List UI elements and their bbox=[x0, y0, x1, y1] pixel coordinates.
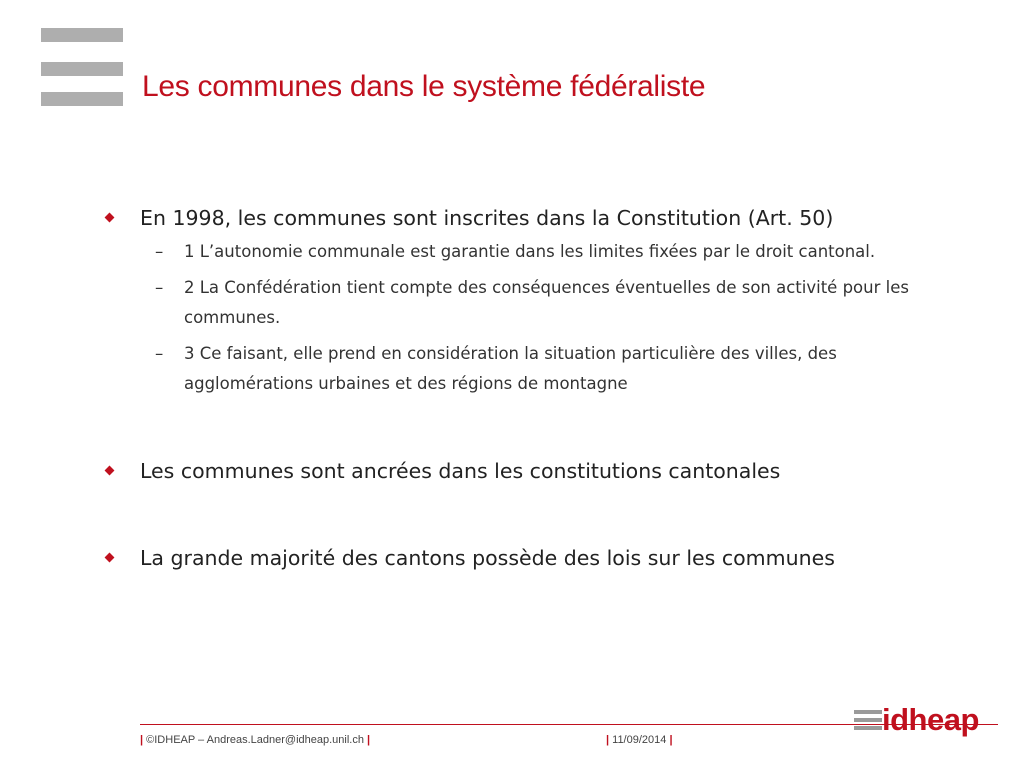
footer-copyright bbox=[140, 734, 370, 746]
sub-item bbox=[100, 273, 960, 333]
bullet-text: La grande majorité des cantons possède des lois sur les communes bbox=[140, 546, 835, 570]
bullet-text: En 1998, les communes sont inscrites dans la Constitution (Art. 50) bbox=[140, 206, 834, 230]
slide-content bbox=[100, 204, 960, 573]
diamond-bullet-icon bbox=[105, 553, 115, 563]
pipe: | bbox=[367, 734, 371, 746]
sub-item-text: 3 Ce faisant, elle prend en considération la situation particulière des villes, des agglomérations urbaines et des régions de montagne bbox=[184, 344, 837, 393]
dash: – bbox=[155, 278, 164, 297]
pipe: | bbox=[140, 734, 144, 746]
sub-item-text: 1 L’autonomie communale est garantie dans les limites fixées par le droit cantonal. bbox=[184, 242, 876, 261]
pipe: | bbox=[669, 734, 673, 746]
slide-title: Les communes dans le système fédéraliste bbox=[142, 70, 706, 103]
sub-item bbox=[100, 339, 960, 399]
diamond-bullet-icon bbox=[105, 213, 115, 223]
copyright-text: ©IDHEAP – Andreas.Ladner@idheap.unil.ch bbox=[146, 734, 364, 746]
logo-lines-icon bbox=[854, 710, 882, 734]
logo-text: idheap bbox=[882, 702, 979, 737]
diamond-bullet-icon bbox=[105, 466, 115, 476]
dash: – bbox=[155, 242, 164, 261]
bar bbox=[41, 28, 123, 42]
date-text: 11/09/2014 bbox=[612, 734, 667, 746]
sub-item-text: 2 La Confédération tient compte des conséquences éventuelles de son activité pour les communes. bbox=[184, 278, 909, 327]
bar bbox=[41, 92, 123, 106]
bullet-item bbox=[100, 544, 960, 573]
bullet-item bbox=[100, 457, 960, 486]
idheap-logo bbox=[854, 702, 979, 742]
pipe: | bbox=[606, 734, 610, 746]
dash: – bbox=[155, 344, 164, 363]
bar bbox=[41, 62, 123, 76]
sub-item bbox=[100, 237, 960, 267]
bullet-item bbox=[100, 204, 960, 233]
bullet-text: Les communes sont ancrées dans les constitutions cantonales bbox=[140, 459, 781, 483]
footer-date bbox=[606, 734, 673, 746]
